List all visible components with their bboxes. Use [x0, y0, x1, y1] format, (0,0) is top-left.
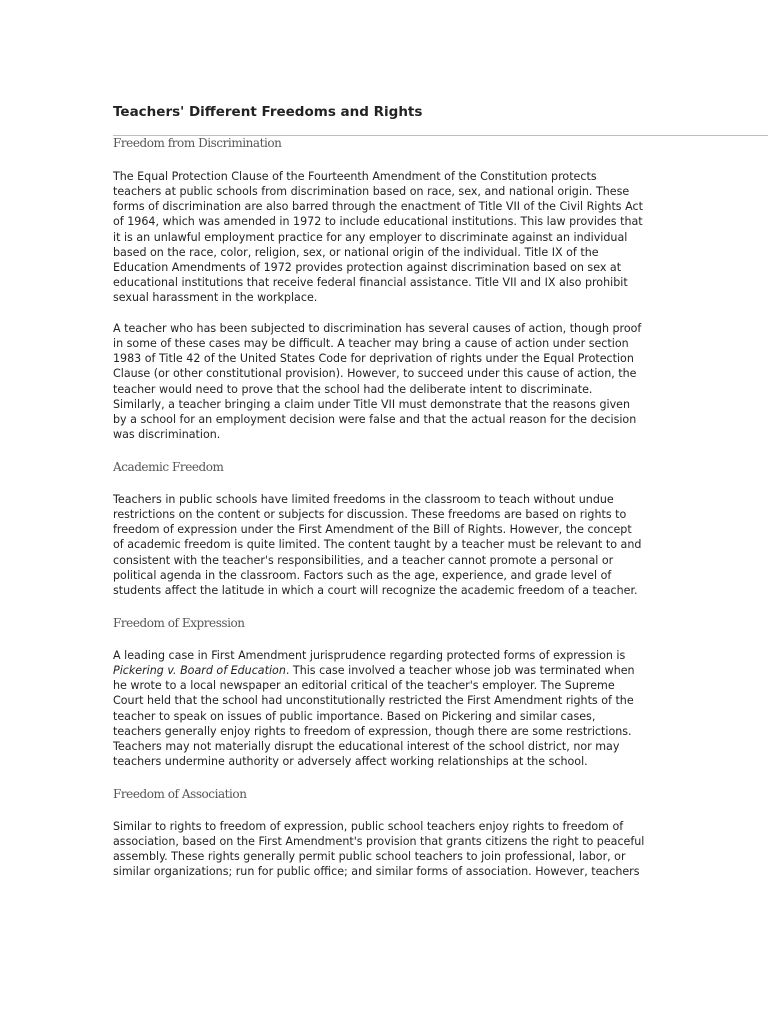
text-line: educational institutions that receive federal financial assistance. Title VII and IX also prohibit	[113, 276, 628, 290]
text-line: association, based on the First Amendment's provision that grants citizens the right to peaceful	[113, 835, 645, 849]
text-line: consistent with the teacher's responsibilities, and a teacher cannot promote a personal or	[113, 553, 614, 567]
section-heading-discrimination: Freedom from Discrimination	[113, 136, 282, 150]
text-line: in some of these cases may be difficult. A teacher may bring a cause of action under section	[113, 337, 629, 351]
text-line: assembly. These rights generally permit public school teachers to join professional, labor, or	[113, 850, 626, 864]
paragraph	[113, 321, 653, 442]
text-line: teachers undermine authority or adversely affect working relationships at the school.	[113, 755, 588, 769]
text-line: it is an unlawful employment practice for any employer to discriminate against an individual	[113, 230, 628, 244]
paragraph	[113, 819, 653, 880]
text-line: Similarly, a teacher bringing a claim under Title VII must demonstrate that the reasons given	[113, 397, 630, 411]
section-heading-academic-freedom: Academic Freedom	[113, 460, 224, 474]
paragraph	[113, 648, 653, 769]
text-line: was discrimination.	[113, 428, 221, 442]
text-line: of 1964, which was amended in 1972 to include educational institutions. This law provides that	[113, 215, 643, 229]
text-line: Education Amendments of 1972 provides protection against discrimination based on sex at	[113, 260, 622, 274]
text-line: based on the race, color, religion, sex, or national origin of the individual. Title IX of the	[113, 245, 599, 259]
text-line: teacher to speak on issues of public importance. Based on Pickering and similar cases,	[113, 709, 596, 723]
section-heading-freedom-of-association: Freedom of Association	[113, 787, 247, 801]
text-line: teachers at public schools from discrimination based on race, sex, and national origin. These	[113, 185, 630, 199]
text-line: Court held that the school had unconstitutionally restricted the First Amendment rights of the	[113, 694, 634, 708]
text-line: Teachers in public schools have limited freedoms in the classroom to teach without undue	[113, 493, 614, 506]
text-line: by a school for an employment decision were false and that the actual reason for the decision	[113, 412, 637, 426]
text-line: restrictions on the content or subjects for discussion. These freedoms are based on rights to	[113, 508, 627, 522]
text-line: teacher would need to prove that the school had the deliberate intent to discriminate.	[113, 382, 593, 396]
text-line: forms of discrimination are also barred through the enactment of Title VII of the Civil Rights Act	[113, 200, 643, 214]
paragraph	[113, 492, 653, 598]
text-line: teachers generally enjoy rights to freedom of expression, though there are some restrictions.	[113, 724, 632, 738]
text-line: of academic freedom is quite limited. The content taught by a teacher must be relevant to and	[113, 538, 642, 552]
text-line: The Equal Protection Clause of the Fourteenth Amendment of the Constitution protects	[113, 170, 597, 183]
text-line: Teachers may not materially disrupt the educational interest of the school district, nor may	[113, 739, 620, 753]
case-line-rest: . This case involved a teacher whose job was terminated when	[285, 664, 635, 678]
text-line: 1983 of Title 42 of the United States Code for deprivation of rights under the Equal Protection	[113, 352, 634, 366]
text-line	[113, 663, 653, 678]
text-line: Clause (or other constitutional provision). However, to succeed under this cause of action, the	[113, 367, 637, 381]
text-line: sexual harassment in the workplace.	[113, 291, 318, 305]
case-name-italic: Pickering v. Board of Education	[113, 664, 286, 678]
text-line: similar organizations; run for public office; and similar forms of association. However, teachers	[113, 865, 640, 879]
paragraph	[113, 169, 653, 305]
text-line: students affect the latitude in which a court will recognize the academic freedom of a teacher.	[113, 583, 638, 597]
section-heading-freedom-of-expression: Freedom of Expression	[113, 616, 245, 630]
document-title: Teachers' Different Freedoms and Rights	[113, 104, 423, 120]
text-line: freedom of expression under the First Amendment of the Bill of Rights. However, the concept	[113, 523, 632, 537]
text-line: A leading case in First Amendment jurisprudence regarding protected forms of expression is	[113, 649, 626, 662]
text-line: Similar to rights to freedom of expression, public school teachers enjoy rights to freedom of	[113, 820, 624, 833]
text-line: A teacher who has been subjected to discrimination has several causes of action, though proof	[113, 322, 642, 335]
text-line: political agenda in the classroom. Factors such as the age, experience, and grade level of	[113, 568, 612, 582]
text-line: he wrote to a local newspaper an editorial critical of the teacher's employer. The Supreme	[113, 679, 615, 693]
